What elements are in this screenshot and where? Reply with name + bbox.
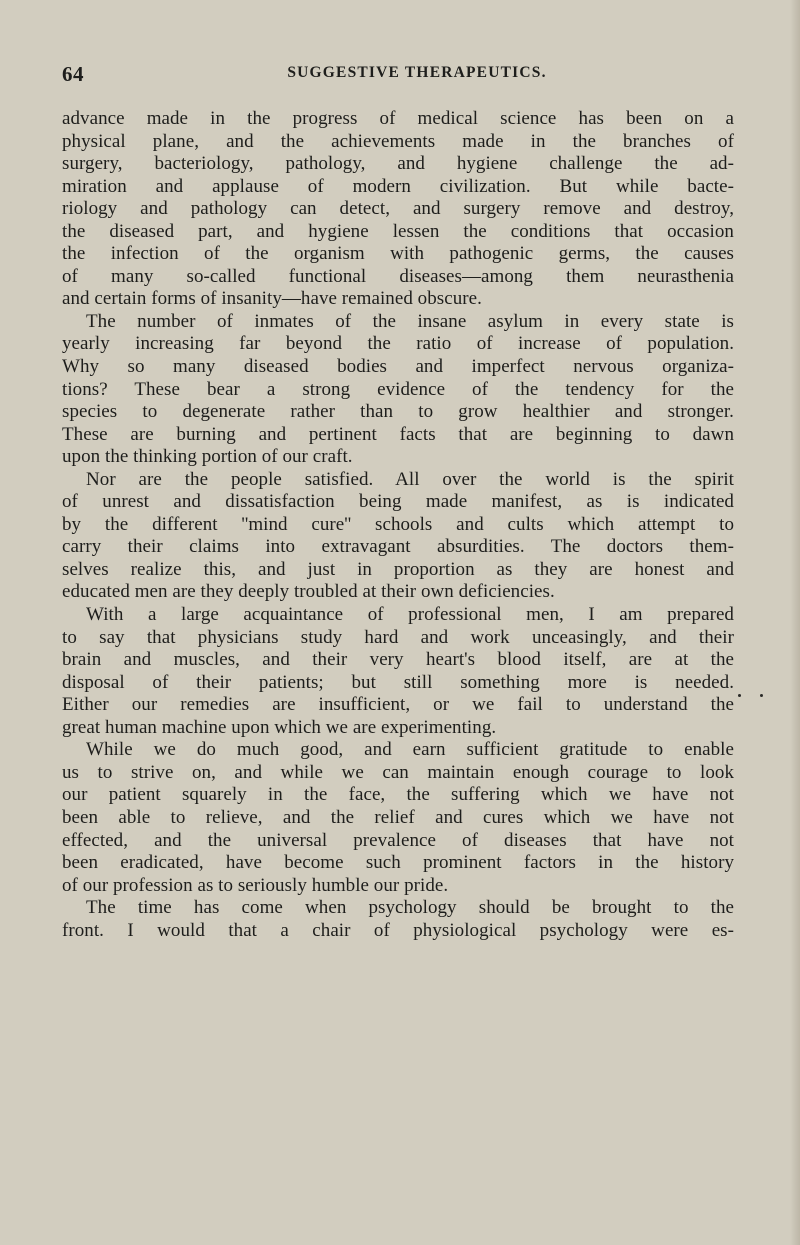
ink-speck (760, 694, 763, 697)
running-head (62, 62, 732, 86)
text-line: and certain forms of insanity—have remained obscure. (62, 288, 482, 310)
text-line: physical plane, and the achievements made in the branches of (62, 130, 734, 152)
text-line: species to degenerate rather than to grow healthier and stronger. (62, 401, 734, 423)
text-line: yearly increasing far beyond the ratio of increase of population. (62, 333, 734, 355)
page-edge-shadow (790, 0, 800, 1245)
text-line: effected, and the universal prevalence of diseases that have not (62, 829, 734, 851)
page-number: 64 (62, 62, 84, 86)
ink-speck (738, 694, 741, 697)
text-line: These are burning and pertinent facts that are beginning to dawn (62, 423, 734, 445)
text-line: of our profession as to seriously humble our pride. (62, 874, 449, 896)
text-line: us to strive on, and while we can maintain enough courage to look (62, 761, 734, 783)
text-line: Either our remedies are insufficient, or we fail to understand the (62, 694, 734, 716)
text-line: educated men are they deeply troubled at their own deficiencies. (62, 581, 555, 603)
text-line: The number of inmates of the insane asylum in every state is (86, 310, 734, 332)
text-line: been able to relieve, and the relief and cures which we have not (62, 806, 734, 828)
text-line: riology and pathology can detect, and surgery remove and destroy, (62, 198, 734, 220)
text-line: the diseased part, and hygiene lessen the conditions that occasion (62, 220, 734, 242)
text-line: brain and muscles, and their very heart's blood itself, are at the (62, 649, 734, 671)
text-line: selves realize this, and just in proportion as they are honest and (62, 558, 734, 580)
text-line: Nor are the people satisfied. All over the world is the spirit (86, 468, 734, 490)
text-line: by the different ''mind cure'' schools and cults which attempt to (62, 513, 734, 535)
text-line: the infection of the organism with pathogenic germs, the causes (62, 243, 734, 265)
text-line: great human machine upon which we are experimenting. (62, 716, 497, 738)
text-line: miration and applause of modern civilization. But while bacte- (62, 175, 734, 197)
text-line: of unrest and dissatisfaction being made manifest, as is indicated (62, 491, 734, 513)
text-line: upon the thinking portion of our craft. (62, 446, 353, 468)
body-text (62, 108, 734, 942)
text-line: our patient squarely in the face, the suffering which we have not (62, 784, 734, 806)
text-line: The time has come when psychology should be brought to the (86, 897, 734, 919)
text-line: advance made in the progress of medical science has been on a (62, 108, 734, 129)
text-line: While we do much good, and earn sufficient gratitude to enable (86, 739, 734, 761)
text-line: front. I would that a chair of physiological psychology were es- (62, 919, 734, 941)
text-line: Why so many diseased bodies and imperfect nervous organiza- (62, 356, 734, 378)
running-title: SUGGESTIVE THERAPEUTICS. (287, 64, 547, 81)
text-line: With a large acquaintance of professional men, I am prepared (86, 604, 734, 626)
text-line: disposal of their patients; but still something more is needed. (62, 671, 734, 693)
text-line: of many so-called functional diseases—among them neurasthenia (62, 265, 734, 287)
text-line: surgery, bacteriology, pathology, and hygiene challenge the ad- (62, 153, 734, 175)
text-line: tions? These bear a strong evidence of the tendency for the (62, 378, 734, 400)
text-line: to say that physicians study hard and work unceasingly, and their (62, 626, 734, 648)
text-line: been eradicated, have become such prominent factors in the history (62, 852, 734, 874)
text-line: carry their claims into extravagant absurdities. The doctors them- (62, 536, 734, 558)
